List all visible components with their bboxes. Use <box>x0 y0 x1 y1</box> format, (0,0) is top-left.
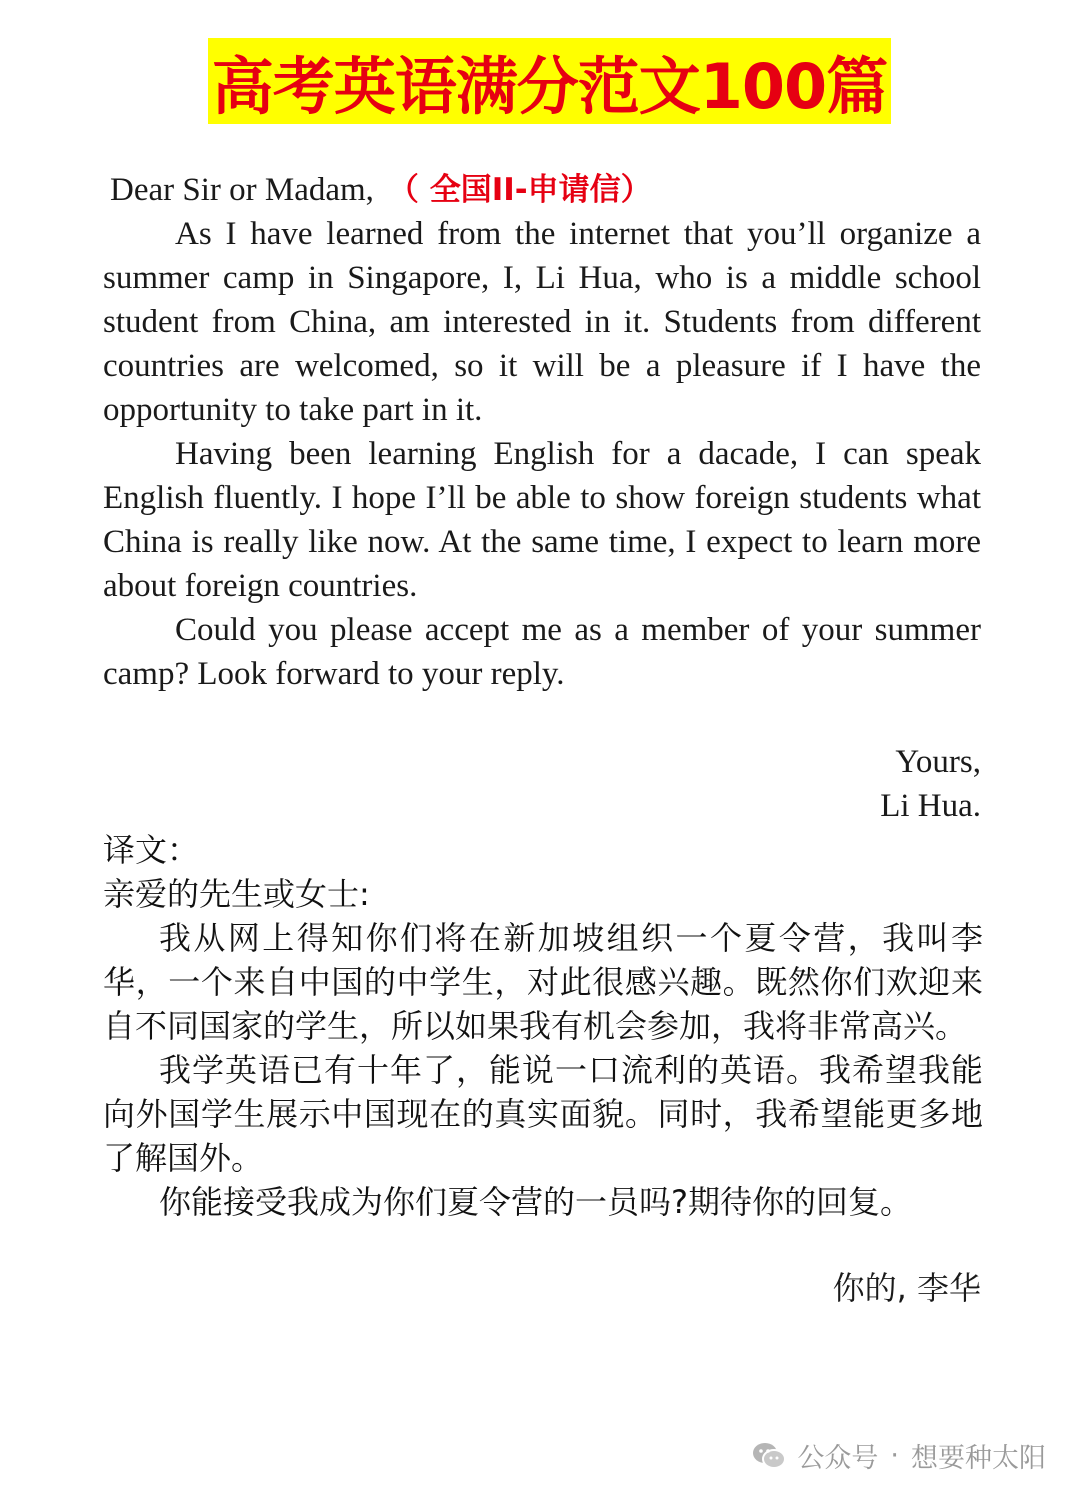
signature-text: Li Hua. <box>880 788 981 824</box>
separator-dot: · <box>890 1440 899 1471</box>
letter-paragraph-1: As I have learned from the internet that you’ll organize a summer camp in Singapore, I, Li Hua, who is a middle school student from China, am interested in it. Students from different countries are welcomed, so it will be a pleasure if I have the opportunity to take part in it. <box>103 216 981 428</box>
exam-tag: （ 全国II-申请信） <box>387 172 652 208</box>
letter-paragraph-2: Having been learning English for a dacade, I can speak English fluently. I hope I’ll be able to show foreign students what China is really like now. At the same time, I expect to learn more about foreign countries. <box>103 436 981 604</box>
translation-section <box>103 828 983 1224</box>
translation-paragraph-3: 你能接受我成为你们夏令营的一员吗?期待你的回复。 <box>159 1183 912 1221</box>
page-title: 高考英语满分范文100篇 <box>211 49 888 123</box>
wechat-icon <box>751 1441 787 1471</box>
translation-salutation: 亲爱的先生或女士: <box>103 875 370 913</box>
watermark <box>751 1436 1046 1475</box>
translation-paragraph-2: 我学英语已有十年了，能说一口流利的英语。我希望我能向外国学生展示中国现在的真实面貌。同时，我希望能更多地了解国外。 <box>103 1051 983 1177</box>
platform-label: 公众号 <box>797 1443 879 1474</box>
letter-body <box>103 212 981 696</box>
translation-paragraph-1: 我从网上得知你们将在新加坡组织一个夏令营，我叫李华，一个来自中国的中学生，对此很感兴趣。既然你们欢迎来自不同国家的学生，所以如果我有机会参加，我将非常高兴。 <box>103 919 983 1045</box>
translation-heading: 译文： <box>103 831 200 869</box>
closing-text: Yours, <box>895 744 981 780</box>
salutation-text: Dear Sir or Madam, <box>110 172 374 208</box>
translation-signature: 你的, 李华 <box>832 1269 981 1307</box>
account-name: 想要种太阳 <box>911 1443 1046 1474</box>
title-banner <box>208 38 891 124</box>
letter-closing <box>880 740 981 828</box>
letter-paragraph-3: Could you please accept me as a member of your summer camp? Look forward to your reply. <box>103 612 981 692</box>
letter-salutation <box>110 168 652 212</box>
